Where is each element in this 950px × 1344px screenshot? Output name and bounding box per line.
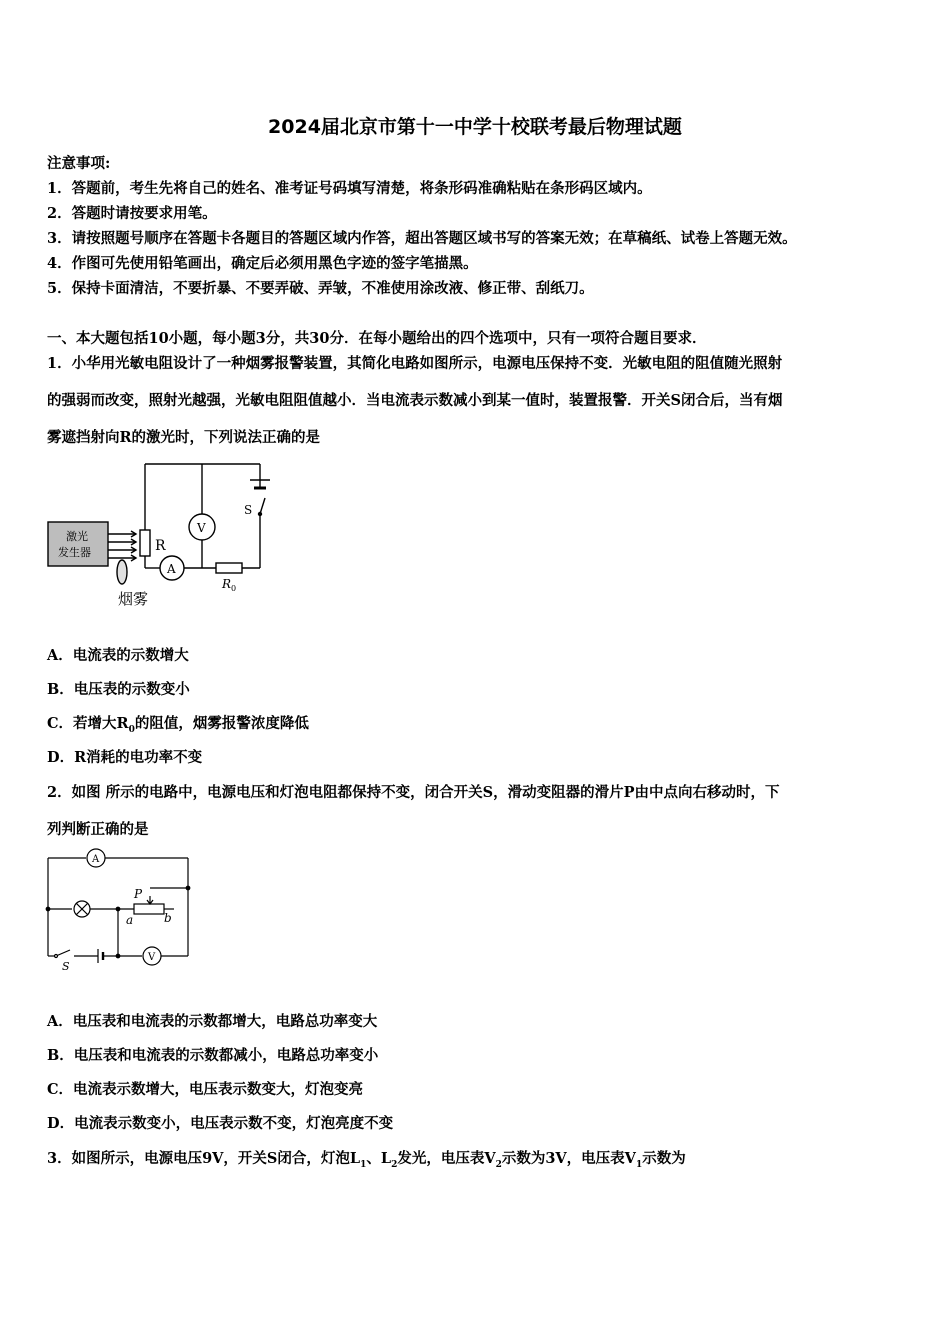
section-heading: 一、本大题包括10小题，每小题3分，共30分．在每小题给出的四个选项中，只有一项符合题目要求． (47, 330, 707, 347)
ammeter-label: A (92, 854, 100, 865)
question-2-text: 2．如图 所示的电路中，电源电压和灯泡电阻都保持不变，闭合开关S，滑动变阻器的滑片P由中点向右移动时，下 (47, 784, 780, 801)
question-3-text: 3．如图所示，电源电压9V，开关S闭合，灯泡$L_1$、$L_2$发光，电压表$V_2$示数为3V，电压表$V_1$示数为 (47, 1150, 686, 1170)
q2-option-d[interactable]: D．电流表示数变小，电压表示数不变，灯泡亮度不变 (47, 1115, 394, 1132)
r0-subscript: 0 (231, 584, 237, 593)
switch-label: S (62, 960, 70, 973)
q2-option-c[interactable]: C．电流表示数增大，电压表示数变大，灯泡变亮 (47, 1081, 364, 1098)
end-b-label: b (164, 911, 172, 925)
voltmeter-label: V (148, 952, 156, 963)
switch-s (56, 950, 70, 956)
question-1-text: 1．小华用光敏电阻设计了一种烟雾报警装置，其简化电路如图所示，电源电压保持不变．光敏电阻的阻值随光照射 (47, 355, 783, 372)
notice-heading: 注意事项: (47, 155, 111, 172)
question-2-circuit-diagram (42, 846, 194, 974)
smoke-icon (117, 560, 127, 584)
question-2-text: 列判断正确的是 (47, 821, 149, 838)
notice-item: 2．答题时请按要求用笔。 (47, 205, 217, 222)
notice-item: 1．答题前，考生先将自己的姓名、准考证号码填写清楚，将条形码准确粘贴在条形码区域内。 (47, 180, 652, 197)
ammeter-label: A (167, 562, 176, 576)
slider-label: P (134, 887, 143, 901)
switch-label: S (244, 503, 253, 517)
q1-option-b[interactable]: B．电压表的示数变小 (47, 681, 190, 698)
question-1-text: 的强弱而改变，照射光越强，光敏电阻阻值越小．当电流表示数减小到某一值时，装置报警．开关S闭合后，当有烟 (47, 392, 783, 409)
q2-option-a[interactable]: A．电压表和电流表的示数都增大，电路总功率变大 (47, 1013, 378, 1030)
q1-option-d[interactable]: D．R消耗的电功率不变 (47, 749, 203, 766)
question-1-circuit-diagram (44, 458, 284, 610)
laser-label-2: 发生器 (58, 546, 91, 559)
r0-label: R (222, 577, 232, 591)
end-a-label: a (126, 913, 134, 927)
q2-option-b[interactable]: B．电压表和电流表的示数都减小，电路总功率变小 (47, 1047, 379, 1064)
smoke-label: 烟雾 (118, 590, 149, 608)
q1-option-c[interactable]: C．若增大$R_0$的阻值，烟雾报警浓度降低 (47, 715, 309, 735)
q1-option-a[interactable]: A．电流表的示数增大 (47, 647, 189, 664)
notice-item: 3．请按照题号顺序在答题卡各题目的答题区域内作答，超出答题区域书写的答案无效；在草稿纸、试卷上答题无效。 (47, 230, 797, 247)
question-1-text: 雾遮挡射向R的激光时，下列说法正确的是 (47, 429, 321, 446)
rheostat (134, 904, 164, 914)
notice-item: 4．作图可先使用铅笔画出，确定后必须用黑色字迹的签字笔描黑。 (47, 255, 478, 272)
switch-s (260, 498, 265, 514)
laser-generator-box (48, 522, 108, 566)
resistor-r0 (216, 563, 242, 573)
voltmeter-label: V (197, 521, 206, 535)
photoresistor-r (140, 530, 150, 556)
r-label: R (155, 538, 166, 554)
laser-label-1: 激光 (66, 530, 88, 543)
notice-item: 5．保持卡面清洁，不要折暴、不要弄破、弄皱，不准使用涂改液、修正带、刮纸刀。 (47, 280, 594, 297)
page-title: 2024届北京市第十一中学十校联考最后物理试题 (268, 116, 682, 138)
